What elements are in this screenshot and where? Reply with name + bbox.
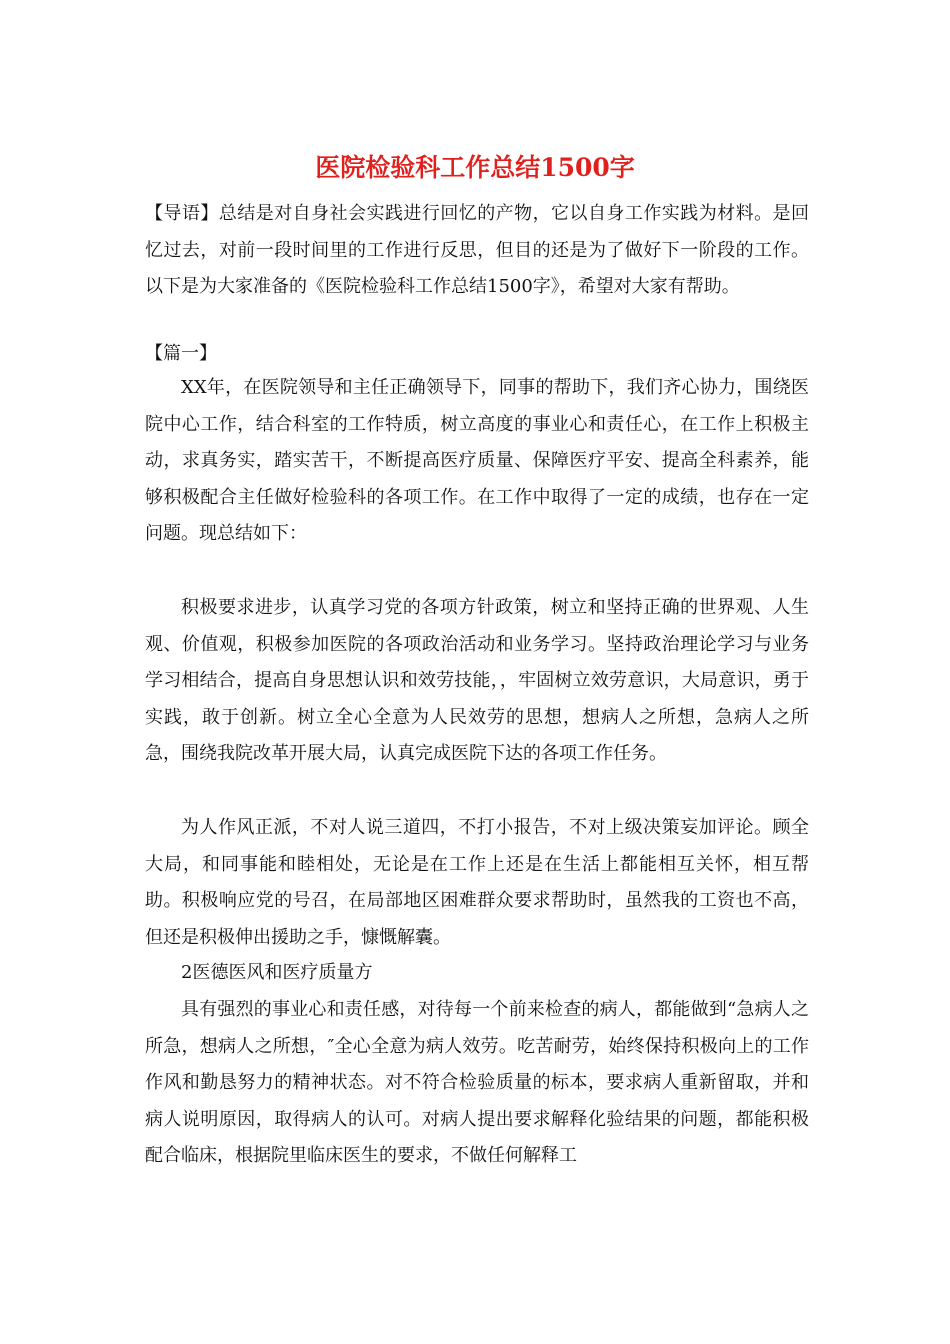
paragraph-3: 为人作风正派，不对人说三道四，不打小报告，不对上级决策妄加评论。顾全大局，和同事能和睦相处，无论是在工作上还是在生活上都能相互关怀，相互帮助。积极响应党的号召，在局部地区困难群众要求帮助时，虽然我的工资也不高，但还是积极伸出援助之手，慷慨解囊。 xyxy=(145,817,809,948)
intro-paragraph: 【导语】总结是对自身社会实践进行回忆的产物，它以自身工作实践为材料。是回忆过去，对前一段时间里的工作进行反思，但目的还是为了做好下一阶段的工作。以下是为大家准备的《医院检验科工作总结1500字》，希望对大家有帮助。 xyxy=(145,203,809,297)
section-label: 【篇一】 xyxy=(145,343,217,364)
subheading-2: 2医德医风和医疗质量方 xyxy=(181,962,373,983)
paragraph-1: XX年，在医院领导和主任正确领导下，同事的帮助下，我们齐心协力，围绕医院中心工作，结合科室的工作特质，树立高度的事业心和责任心，在工作上积极主动，求真务实，踏实苦干，不断提高医疗质量、保障医疗平安、提高全科素养，能够积极配合主任做好检验科的各项工作。在工作中取得了一定的成绩，也存在一定问题。现总结如下： xyxy=(145,377,809,544)
document-title: 医院检验科工作总结1500字 xyxy=(315,153,635,182)
paragraph-4: 具有强烈的事业心和责任感，对待每一个前来检查的病人，都能做到“急病人之所急，想病人之所想，″全心全意为病人效劳。吃苦耐劳，始终保持积极向上的工作作风和勤恳努力的精神状态。对不符合检验质量的标本，要求病人重新留取，并和病人说明原因，取得病人的认可。对病人提出要求解释化验结果的问题，都能积极配合临床，根据院里临床医生的要求，不做任何解释工 xyxy=(145,999,809,1166)
paragraph-2: 积极要求进步，认真学习党的各项方针政策，树立和坚持正确的世界观、人生观、价值观，积极参加医院的各项政治活动和业务学习。坚持政治理论学习与业务学习相结合，提高自身思想认识和效劳技能，，牢固树立效劳意识，大局意识，勇于实践，敢于创新。树立全心全意为人民效劳的思想，想病人之所想，急病人之所急，围绕我院改革开展大局，认真完成医院下达的各项工作任务。 xyxy=(145,597,809,764)
